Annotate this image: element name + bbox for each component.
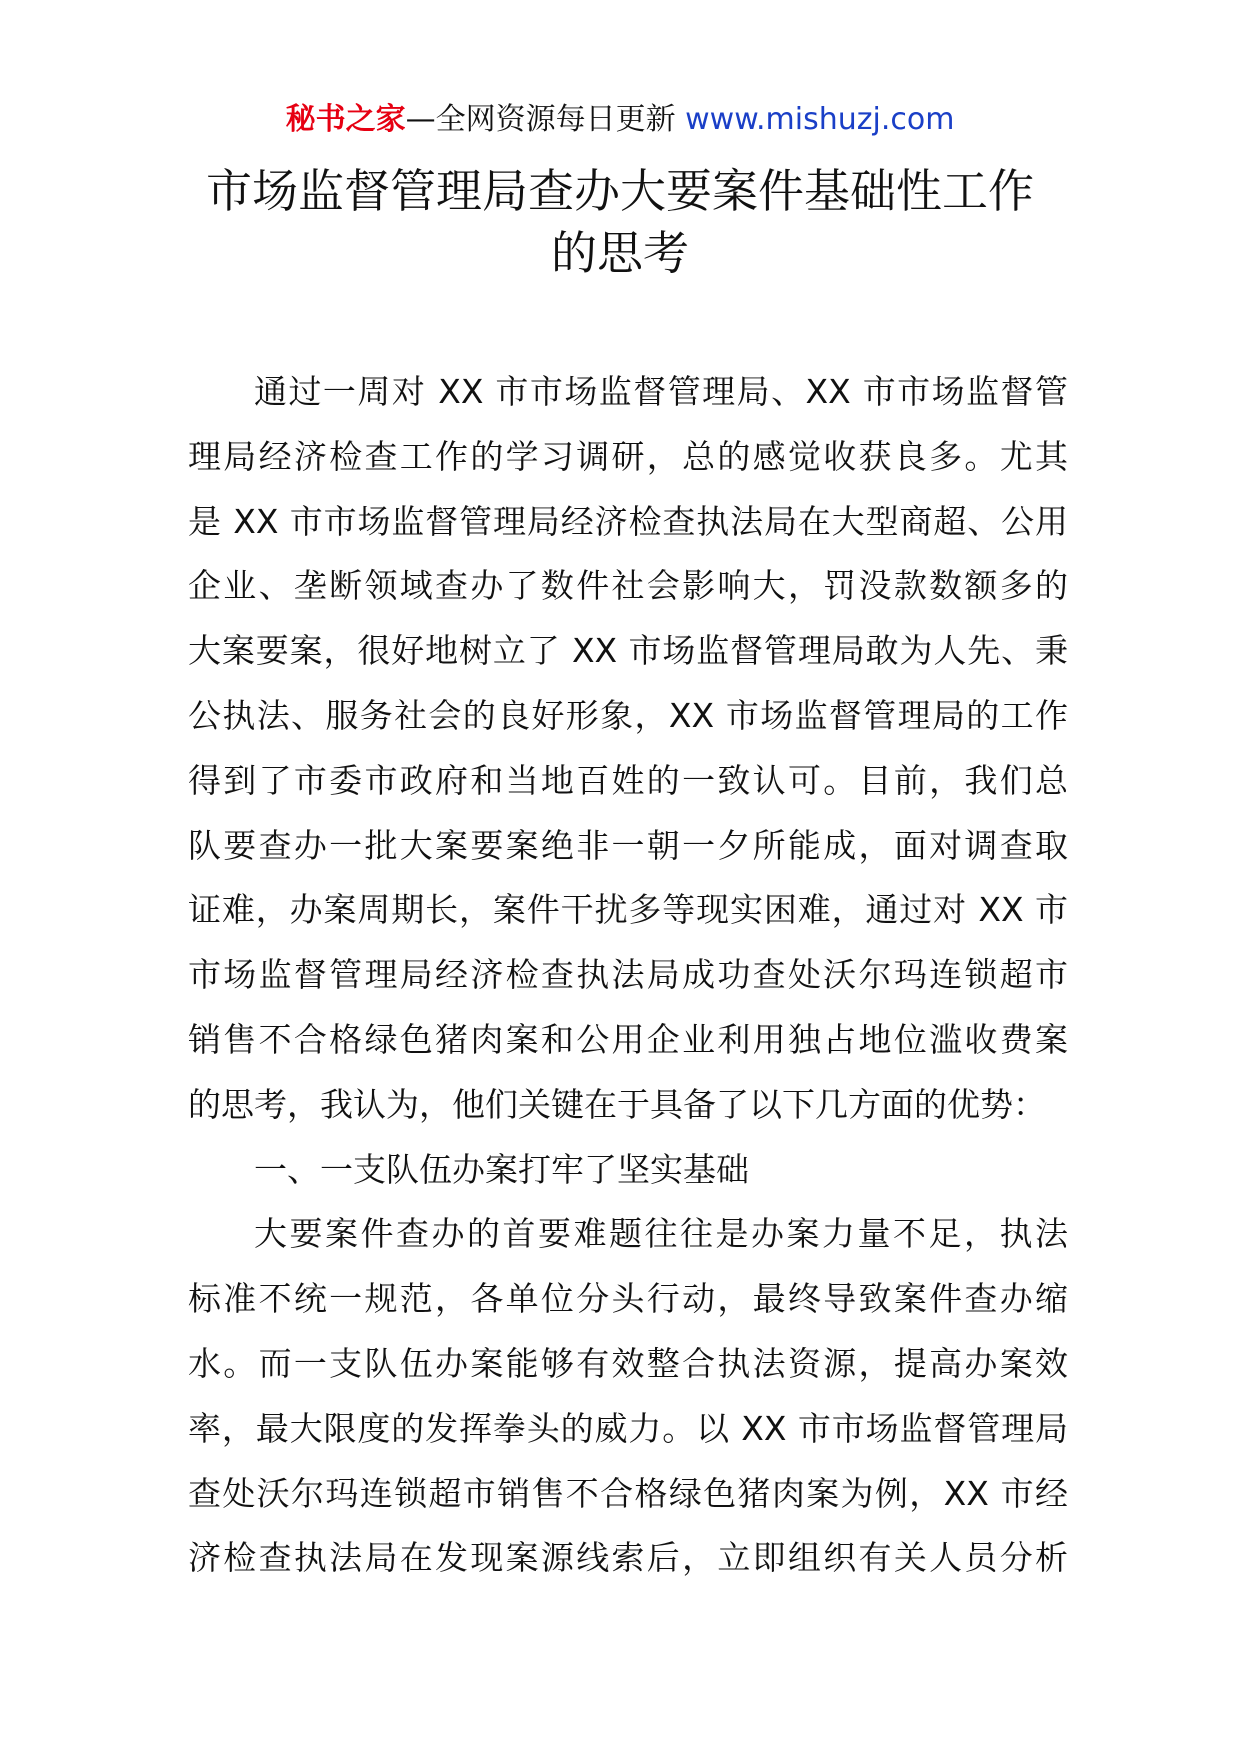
title-line: 市场监督管理局查办大要案件基础性工作	[206, 164, 1034, 218]
paragraph-line: 公执法、服务社会的良好形象，XX 市场监督管理局的工作	[188, 695, 1068, 735]
paragraph-line: 是 XX 市市场监督管理局经济检查执法局在大型商超、公用	[188, 501, 1068, 541]
paragraph-line: 率，最大限度的发挥拳头的威力。以 XX 市市场监督管理局	[188, 1408, 1068, 1448]
site-header	[0, 100, 1240, 140]
header-tagline: —全网资源每日更新	[405, 102, 686, 137]
brand-name: 秘书之家	[285, 102, 406, 137]
paragraph-line: 的思考，我认为，他们关键在于具备了以下几方面的优势：	[188, 1084, 1046, 1124]
paragraph-line: 大案要案，很好地树立了 XX 市场监督管理局敢为人先、秉	[188, 631, 1068, 671]
paragraph-line: 标准不统一规范，各单位分头行动，最终导致案件查办缩	[188, 1279, 1068, 1319]
document-body	[188, 360, 1068, 1591]
title-line: 的思考	[551, 226, 689, 280]
paragraph-line: 大要案件查办的首要难题往往是办案力量不足，执法	[254, 1214, 1068, 1254]
paragraph-line: 证难，办案周期长，案件干扰多等现实困难，通过对 XX 市	[188, 890, 1068, 930]
paragraph-line: 队要查办一批大案要案绝非一朝一夕所能成，面对调查取	[188, 825, 1068, 865]
paragraph-line: 通过一周对 XX 市市场监督管理局、XX 市市场监督管	[254, 372, 1068, 411]
paragraph-line: 查处沃尔玛连锁超市销售不合格绿色猪肉案为例，XX 市经	[188, 1473, 1068, 1513]
paragraph-line: 理局经济检查工作的学习调研，总的感觉收获良多。尤其	[188, 436, 1068, 476]
paragraph-line: 销售不合格绿色猪肉案和公用企业利用独占地位滥收费案	[188, 1019, 1068, 1059]
paragraph-line: 济检查执法局在发现案源线索后，立即组织有关人员分析	[188, 1538, 1068, 1578]
paragraph-line: 市场监督管理局经济检查执法局成功查处沃尔玛连锁超市	[188, 955, 1068, 995]
section-heading: 一、一支队伍办案打牢了坚实基础	[254, 1149, 749, 1189]
paragraph-line: 水。而一支队伍办案能够有效整合执法资源，提高办案效	[188, 1343, 1068, 1383]
site-url: www.mishuzj.com	[685, 102, 955, 137]
paragraph-line: 得到了市委市政府和当地百姓的一致认可。目前，我们总	[188, 760, 1068, 800]
document-title	[150, 160, 1090, 284]
paragraph-line: 企业、垄断领域查办了数件社会影响大，罚没款数额多的	[188, 566, 1068, 606]
